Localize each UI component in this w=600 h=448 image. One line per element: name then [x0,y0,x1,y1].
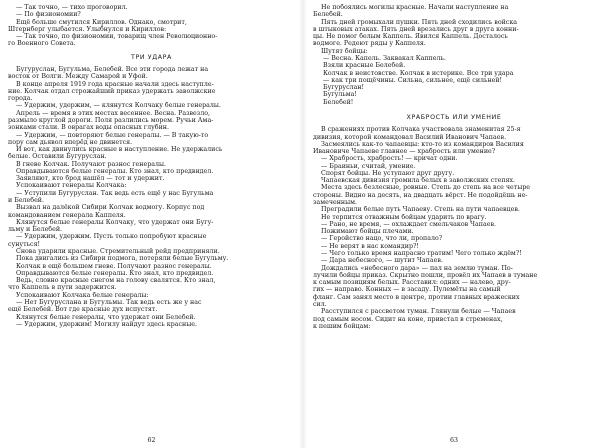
text-line: Спорят бойцы. Не уступают друг другу. [321,169,455,177]
text-line: ние. Колчак отдал строжайший приказ удержать заволжские [8,87,216,95]
text-line: Дождались «небесного дара» — пал на землю туман. По- [321,264,513,272]
text-line: В конце апреля 1919 года красные начали здесь наступле- [16,80,214,88]
text-line: — Браиньи, считай, умение. [321,162,416,170]
text-line: Оправдываются белые генералы. Кто знал, кто предвидел. [16,269,214,277]
text-line: — Храбрость, храбрость! — кричат одни. [321,155,458,163]
text-line: Шутят бойцы: [321,47,368,55]
chapter-heading-tri-udara: ТРИ УДАРА [131,53,172,61]
text-line: Бугуруслан, Бугульма, Белебей. Все эти города лежат на [16,65,209,73]
text-line: Бугульма! [323,91,357,99]
text-line: — Геройство нацо, что ли, пропало? [321,235,443,243]
text-line: — Удержим, удержим. Пусть только попробуют красные [16,233,207,241]
text-line: что Каппель в пути задержится. [8,284,117,292]
text-line: Чапаевская дивизия громила белых в заволжских степях. [321,177,516,185]
text-line: Расступился с рассветом туман. Глянули белые — Чапаев [321,308,516,316]
text-line: под самым носом. Сидит на коне, привстал в стременах, [313,315,503,323]
text-line: Ещё больше смутился Кириллов. Однако, смотрит, [16,18,187,26]
text-line: белые. Оставили Бугуруслан. [8,153,107,161]
text-line: Оправдываются белые генералы. Кто знал, кто предвидел. [16,167,214,175]
text-line: Колчак в ещё большем гневе. Получают разнос генералы. [16,262,212,270]
chapter-heading-hrabrost: ХРАБРОСТЬ ИЛИ УМЕНИЕ [406,113,502,121]
text-line: Ивановиче Чапаеве главнее — храбрость или умение? [313,148,496,156]
text-line: пору сам дьявол вперёд не двинется. [8,138,133,146]
text-line: Белебей. [313,11,343,19]
book-gutter [299,0,307,448]
text-line: стороны. Видно на десять, на двадцать вёрст. Не подойдёшь не- [313,191,528,199]
text-line: В гневе Колчак. Получают разнос генералы. [16,160,166,168]
right-poem [313,55,595,106]
text-line: Клянутся белые генералы Колчаку, что удержат они Бугу- [16,218,214,226]
text-line: го Военного Совета. [8,40,76,48]
text-line: размыло круглой дороги. Поля разлились морем. Ручьи Ама- [8,116,214,124]
text-line: Апрель — время в этих местах весеннее. Весна. Развезло, [16,109,211,117]
text-line: ещё Белебей. Вот где красные дух испустят. [8,306,158,314]
page-number-left: 62 [147,436,156,444]
text-line: дивизия, которой командовал Василий Иванович Чапаев. [313,133,507,141]
text-line: Пока двигались из Сибири подмога, потеряли белые Бугульму. [16,255,229,263]
text-line: к самым позициям белых. Расставил: одних — налево, дру- [313,279,511,287]
page-number-right: 63 [449,436,458,444]
text-line: — Уступили Бугуруслан. Так ведь есть ещё у нас Бугульма [16,189,214,197]
text-line: Пять дней громыхали пушки. Пять дней сходились войска [321,18,518,26]
text-line: — Удержим, удержим, — клянутся Колчаку белые генералы. [16,102,221,110]
text-line: Бугуруслан! [323,84,365,92]
text-line: — Удержим, — повторяют белые генералы. — В такую-то [16,131,209,139]
text-line: командованием генерала Каппеля. [8,211,126,219]
text-line: — Так точно, — тихо проговорил. [16,4,128,11]
text-line: Преградили белые путь Чапаеву. Степь на пути чапаевцев. [321,206,520,214]
text-line: Засмеялись как-то чапаевцы: кто-то из командиров Василия [321,140,524,148]
right-page [313,4,595,444]
text-line: замеченным. [313,199,358,207]
text-line: гих — направо. Конных — в засаду. Пулемёты на самый [313,286,501,294]
text-line: восток от Волги. Между Самарой и Уфой. [8,73,148,81]
text-line: цы. Не помог белым Каппель. Явился Каппель. Досталось [313,33,508,41]
text-line: к пешим бойцам: [313,322,371,330]
text-line: Успокаивают Колчака белые генералы: [16,291,149,299]
text-line: фланг. Сам занял место в центре, протии главных вражеских [313,293,520,301]
text-line: Штернберг улыбается. Улыбнулся и Кириллов: [8,25,167,33]
right-text-block-2 [313,126,595,330]
text-line: Пожимают бойцы плечами. [321,228,414,236]
left-text-block-2 [8,66,295,328]
text-line: лучили бойцы приказ. Скрытно пошли, провёл их Чапаев в тумане [313,271,538,279]
text-line: — Чего только время напрасно тратим! Чего только ждём?! [321,250,522,257]
text-line: — Не верят в нас командир?! [321,242,419,250]
text-line: водмоге. Редеют ряды у Каппеля. [313,40,426,48]
left-text-block-1 [8,4,295,48]
text-line: города. [8,95,33,103]
text-line: Снова ударили красные. Стремительный рейд предприняли. [16,248,220,255]
text-line: — Рано, не время, — охлаждает смельчаков Чапаев. [321,220,497,228]
text-line: В сражениях против Колчака участвовала знаменитая 25-я [321,126,521,134]
left-page [8,4,295,444]
text-line: — как три пощёчины. Сильна, сильнее, ещё сильней! [323,76,503,84]
text-line: сил. [313,300,327,308]
text-line: И вот, как двинулись красные в наступление. Не удержались [16,146,223,154]
text-line: Заявляют, кто брод нашёл — тот и удержит. [16,175,165,183]
text-line: Не терпится отважным бойцам ударить по врагу. [321,213,487,221]
text-line: зонками стали. В оврагах воды опасных глубин. [8,124,169,132]
text-line: Взяли красные Белебей. [323,62,406,70]
text-line: Ведь, словно красные снегом на голову свалятся. Кто знал, [16,277,216,285]
text-line: Белебей! [323,98,354,106]
text-line: в штыковых атаках. Пять дней врезались друг в друга конни- [313,25,519,33]
text-line: Места здесь безлесные, ровные. Степь до степь на все четыре [321,184,530,192]
text-line: — Нет Бугуруслана и Бугульмы. Так ведь есть же у нас [16,298,202,306]
text-line: сунуться! [8,240,41,248]
right-text-block-1 [313,4,595,55]
text-line: Успокаивают генералы Колчака: [16,182,127,190]
text-line: — Дара небесного, — шутит Чапаев. [321,257,443,265]
text-line: — Весна. Капель. Заквакал Каппель. [323,54,446,62]
text-line: — По физиономии? [16,11,81,19]
text-line: Клянутся белые генералы, что удержат они Белебей. [16,313,196,321]
text-line: Колчак в неистовстве. Колчак в истерике. Все три удара [323,69,514,77]
text-line: Не побоялись могилы красные. Начали наступление на [321,4,509,11]
text-line: Вызвал на далёкой Сибири Колчак водмогу. Корпус под [16,204,205,212]
text-line: льму и Белебей. [8,226,63,234]
text-line: — Удержим, удержим! Могилу найдут здесь красные. [16,320,197,328]
text-line: и Белебей. [8,197,44,205]
text-line: — Так точно, по физиономии, товарищ член Революционно- [16,33,218,41]
